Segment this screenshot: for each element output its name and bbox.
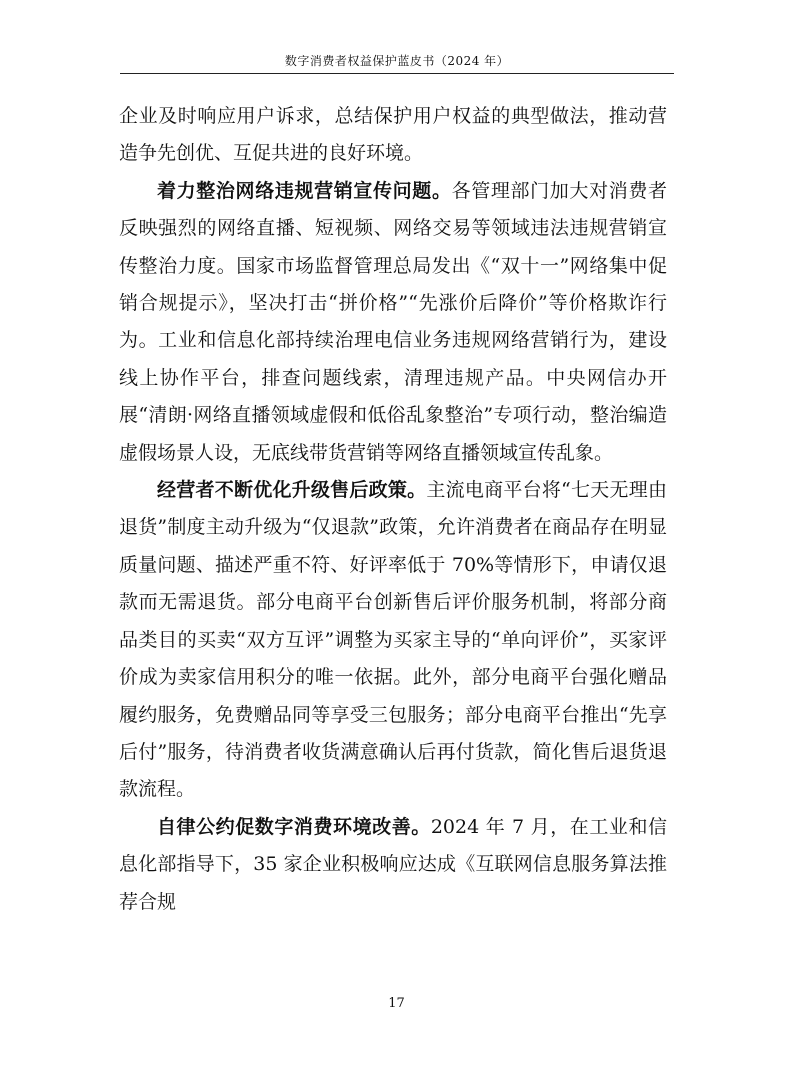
paragraph-text: 企业及时响应用户诉求，总结保护用户权益的典型做法，推动营造争先创优、互促共进的良好环境。 [119,105,667,165]
paragraph-text: 各管理部门加大对消费者反映强烈的网络直播、短视频、网络交易等领域违法违规营销宣传整治力度。国家市场监督管理总局发出《“双十一”网络集中促销合规提示》，坚决打击“拼价格”“先涨价后降价”等价格欺诈行为。工业和信息化部持续治理电信业务违规网络营销行为，建设线上协作平台，排查问题线索，清理违规产品。中央网信办开展“清朗·网络直播领域虚假和低俗乱象整治”专项行动，整治编造虚假场景人设，无底线带货营销等网络直播领域宣传乱象。 [119,179,667,464]
page-number: 17 [388,996,405,1011]
running-header: 数字消费者权益保护蓝皮书（2024 年） [284,54,510,68]
paragraph-text: 主流电商平台将“七天无理由退货”制度主动升级为“仅退款”政策，允许消费者在商品存在明显质量问题、描述严重不符、好评率低于 70%等情形下，申请仅退款而无需退货。部分电商平台创新售后评价服务机制，将部分商品类目的买卖“双方互评”调整为买家主导的“单向评价”，买家评价成为卖家信用积分的唯一依据。此外，部分电商平台强化赠品履约服务，免费赠品同等享受三包服务；部分电商平台推出“先享后付”服务，待消费者收货满意确认后再付货款，简化售后退货退款流程。 [119,479,667,801]
header-rule [120,73,674,74]
paragraph-lead: 着力整治网络违规营销宣传问题。 [157,179,452,202]
body-text [119,98,667,921]
paragraph-after-sales-policy [119,472,667,809]
paragraph-lead: 自律公约促数字消费环境改善。 [157,815,431,838]
paragraph-text: 2024 年 7 月，在工业和信息化部指导下，35 家企业积极响应达成《互联网信息服务算法推荐合规 [119,815,667,913]
paragraph-marketing-rectification [119,173,667,472]
paragraph-continuation [119,98,667,173]
paragraph-self-regulation [119,809,667,921]
paragraph-lead: 经营者不断优化升级售后政策。 [157,479,427,502]
